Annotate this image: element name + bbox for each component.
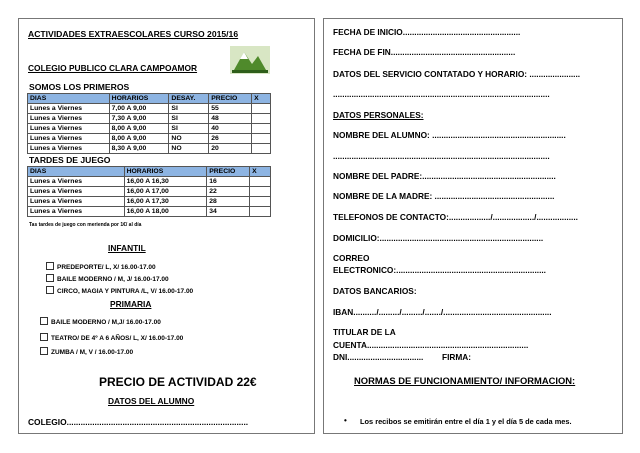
cell: 16 bbox=[207, 177, 250, 187]
nombre-madre-field[interactable]: NOMBRE DE LA MADRE: .................................................... bbox=[333, 191, 555, 201]
servicio-line[interactable]: .............................................................................................. bbox=[333, 89, 550, 99]
cell: Lunes a Viernes bbox=[28, 197, 125, 207]
table-row bbox=[28, 187, 271, 197]
checkbox[interactable] bbox=[46, 262, 54, 270]
cell: Lunes a Viernes bbox=[28, 177, 125, 187]
correo-field[interactable]: ELECTRONICO:................................................................. bbox=[333, 265, 546, 275]
select-cell[interactable] bbox=[250, 197, 271, 207]
telefonos-field[interactable]: TELEFONOS DE CONTACTO:................../................../.................. bbox=[333, 212, 578, 222]
col-dias: DIAS bbox=[28, 94, 110, 104]
infantil-heading: INFANTIL bbox=[108, 243, 146, 253]
personal-data-heading: DATOS PERSONALES: bbox=[333, 110, 424, 120]
cell: 34 bbox=[207, 207, 250, 217]
col-precio: PRECIO bbox=[207, 167, 250, 177]
checkbox[interactable] bbox=[40, 347, 48, 355]
cell: Lunes a Viernes bbox=[28, 187, 125, 197]
select-cell[interactable] bbox=[252, 134, 271, 144]
infantil-option-circo[interactable] bbox=[46, 286, 193, 295]
tardes-heading: TARDES DE JUEGO bbox=[29, 155, 111, 165]
cell: Lunes a Viernes bbox=[28, 207, 125, 217]
table-row bbox=[28, 177, 271, 187]
cell: 22 bbox=[207, 187, 250, 197]
cell: 8,00 A 9,00 bbox=[109, 124, 169, 134]
cell: 48 bbox=[209, 114, 252, 124]
cell: 28 bbox=[207, 197, 250, 207]
student-data-heading: DATOS DEL ALUMNO bbox=[108, 396, 195, 406]
cell: SI bbox=[169, 114, 209, 124]
domicilio-field[interactable]: DOMICILIO:....................................................................... bbox=[333, 233, 544, 243]
checkbox[interactable] bbox=[46, 286, 54, 294]
table-header-row bbox=[28, 167, 271, 177]
primeros-table bbox=[27, 93, 271, 154]
option-label: BAILE MODERNO / M, J/ 16.00-17.00 bbox=[57, 276, 169, 283]
cell: 7,00 A 9,00 bbox=[109, 104, 169, 114]
activity-price: PRECIO DE ACTIVIDAD 22€ bbox=[99, 375, 257, 389]
select-cell[interactable] bbox=[250, 177, 271, 187]
select-cell[interactable] bbox=[252, 104, 271, 114]
right-panel-frame bbox=[323, 18, 623, 434]
option-label: CIRCO, MAGIA Y PINTURA /L, V/ 16.00-17.00 bbox=[57, 288, 194, 295]
colegio-field[interactable]: COLEGIO.............................................................................. bbox=[28, 417, 249, 427]
correo-label: CORREO bbox=[333, 253, 370, 263]
fecha-inicio-field[interactable]: FECHA DE INICIO................................................... bbox=[333, 27, 521, 37]
nombre-alumno-field[interactable]: NOMBRE DEL ALUMNO: .......................................................... bbox=[333, 130, 566, 140]
select-cell[interactable] bbox=[250, 207, 271, 217]
checkbox[interactable] bbox=[40, 317, 48, 325]
select-cell[interactable] bbox=[252, 114, 271, 124]
cell: 20 bbox=[209, 144, 252, 154]
primaria-option-teatro[interactable] bbox=[40, 333, 183, 342]
select-cell[interactable] bbox=[252, 124, 271, 134]
document-title: ACTIVIDADES EXTRAESCOLARES CURSO 2015/16 bbox=[28, 29, 239, 39]
alumno-line[interactable]: .............................................................................................. bbox=[333, 151, 550, 161]
option-label: ZUMBA / M, V / 16.00-17.00 bbox=[51, 349, 134, 356]
cell: Lunes a Viernes bbox=[28, 134, 110, 144]
col-desay: DESAY. bbox=[169, 94, 209, 104]
cell: 55 bbox=[209, 104, 252, 114]
servicio-field[interactable]: DATOS DEL SERVICIO CONTATADO Y HORARIO: ...................... bbox=[333, 69, 581, 79]
bank-data-heading: DATOS BANCARIOS: bbox=[333, 286, 417, 296]
table-row bbox=[28, 144, 271, 154]
cell: 16,00 A 17,30 bbox=[124, 197, 207, 207]
tardes-table bbox=[27, 166, 271, 217]
cell: 7,30 A 9,00 bbox=[109, 114, 169, 124]
checkbox[interactable] bbox=[46, 274, 54, 282]
titular-label: TITULAR DE LA bbox=[333, 327, 396, 337]
nombre-padre-field[interactable]: NOMBRE DEL PADRE:.......................................................... bbox=[333, 171, 556, 181]
col-x: X bbox=[252, 94, 271, 104]
iban-field[interactable]: IBAN........../........./........./......./............................................... bbox=[333, 307, 552, 317]
cell: 8,00 A 9,00 bbox=[109, 134, 169, 144]
table-row bbox=[28, 207, 271, 217]
fecha-fin-field[interactable]: FECHA DE FIN...................................................... bbox=[333, 47, 516, 57]
cell: 8,30 A 9,00 bbox=[109, 144, 169, 154]
school-logo bbox=[230, 46, 270, 74]
firma-field[interactable]: FIRMA: bbox=[442, 352, 472, 362]
primaria-heading: PRIMARIA bbox=[110, 299, 152, 309]
col-horarios: HORARIOS bbox=[109, 94, 169, 104]
checkbox[interactable] bbox=[40, 333, 48, 341]
cell: Lunes a Viernes bbox=[28, 124, 110, 134]
select-cell[interactable] bbox=[250, 187, 271, 197]
col-dias: DIAS bbox=[28, 167, 125, 177]
col-x: X bbox=[250, 167, 271, 177]
cell: SI bbox=[169, 104, 209, 114]
cell: NO bbox=[169, 144, 209, 154]
infantil-option-predeporte[interactable] bbox=[46, 262, 156, 271]
cell: Lunes a Viernes bbox=[28, 114, 110, 124]
school-name: COLEGIO PUBLICO CLARA CAMPOAMOR bbox=[28, 63, 198, 73]
primaria-option-zumba[interactable] bbox=[40, 347, 133, 356]
option-label: PREDEPORTE/ L, X/ 16.00-17.00 bbox=[57, 264, 156, 271]
tardes-note: Tas tardes de juego con merienda por 1€/ al día bbox=[29, 222, 142, 228]
rules-heading: NORMAS DE FUNCIONAMIENTO/ INFORMACION: bbox=[354, 375, 576, 386]
table-row bbox=[28, 104, 271, 114]
rules-item: Los recibos se emitirán entre el día 1 y el día 5 de cada mes. bbox=[360, 417, 572, 426]
primeros-heading: SOMOS LOS PRIMEROS bbox=[29, 82, 130, 92]
table-row bbox=[28, 134, 271, 144]
table-row bbox=[28, 197, 271, 207]
cell: Lunes a Viernes bbox=[28, 144, 110, 154]
cuenta-field[interactable]: CUENTA...................................................................... bbox=[333, 340, 529, 350]
infantil-option-baile[interactable] bbox=[46, 274, 169, 283]
table-row bbox=[28, 114, 271, 124]
bullet-icon: • bbox=[344, 416, 347, 425]
select-cell[interactable] bbox=[252, 144, 271, 154]
cell: 16,00 A 17,00 bbox=[124, 187, 207, 197]
cell: 26 bbox=[209, 134, 252, 144]
cell: NO bbox=[169, 134, 209, 144]
col-precio: PRECIO bbox=[209, 94, 252, 104]
cell: 16,00 A 16,30 bbox=[124, 177, 207, 187]
col-horarios: HORARIOS bbox=[124, 167, 207, 177]
cell: 40 bbox=[209, 124, 252, 134]
cell: SI bbox=[169, 124, 209, 134]
table-row bbox=[28, 124, 271, 134]
dni-field[interactable]: DNI................................. bbox=[333, 352, 424, 362]
table-header-row bbox=[28, 94, 271, 104]
cell: Lunes a Viernes bbox=[28, 104, 110, 114]
cell: 16,00 A 18,00 bbox=[124, 207, 207, 217]
primaria-option-baile[interactable] bbox=[40, 317, 161, 326]
option-label: TEATRO/ DE 4º A 6 AÑOS/ L, X/ 16.00-17.00 bbox=[51, 335, 184, 342]
option-label: BAILE MODERNO / M,J/ 16.00-17.00 bbox=[51, 319, 161, 326]
